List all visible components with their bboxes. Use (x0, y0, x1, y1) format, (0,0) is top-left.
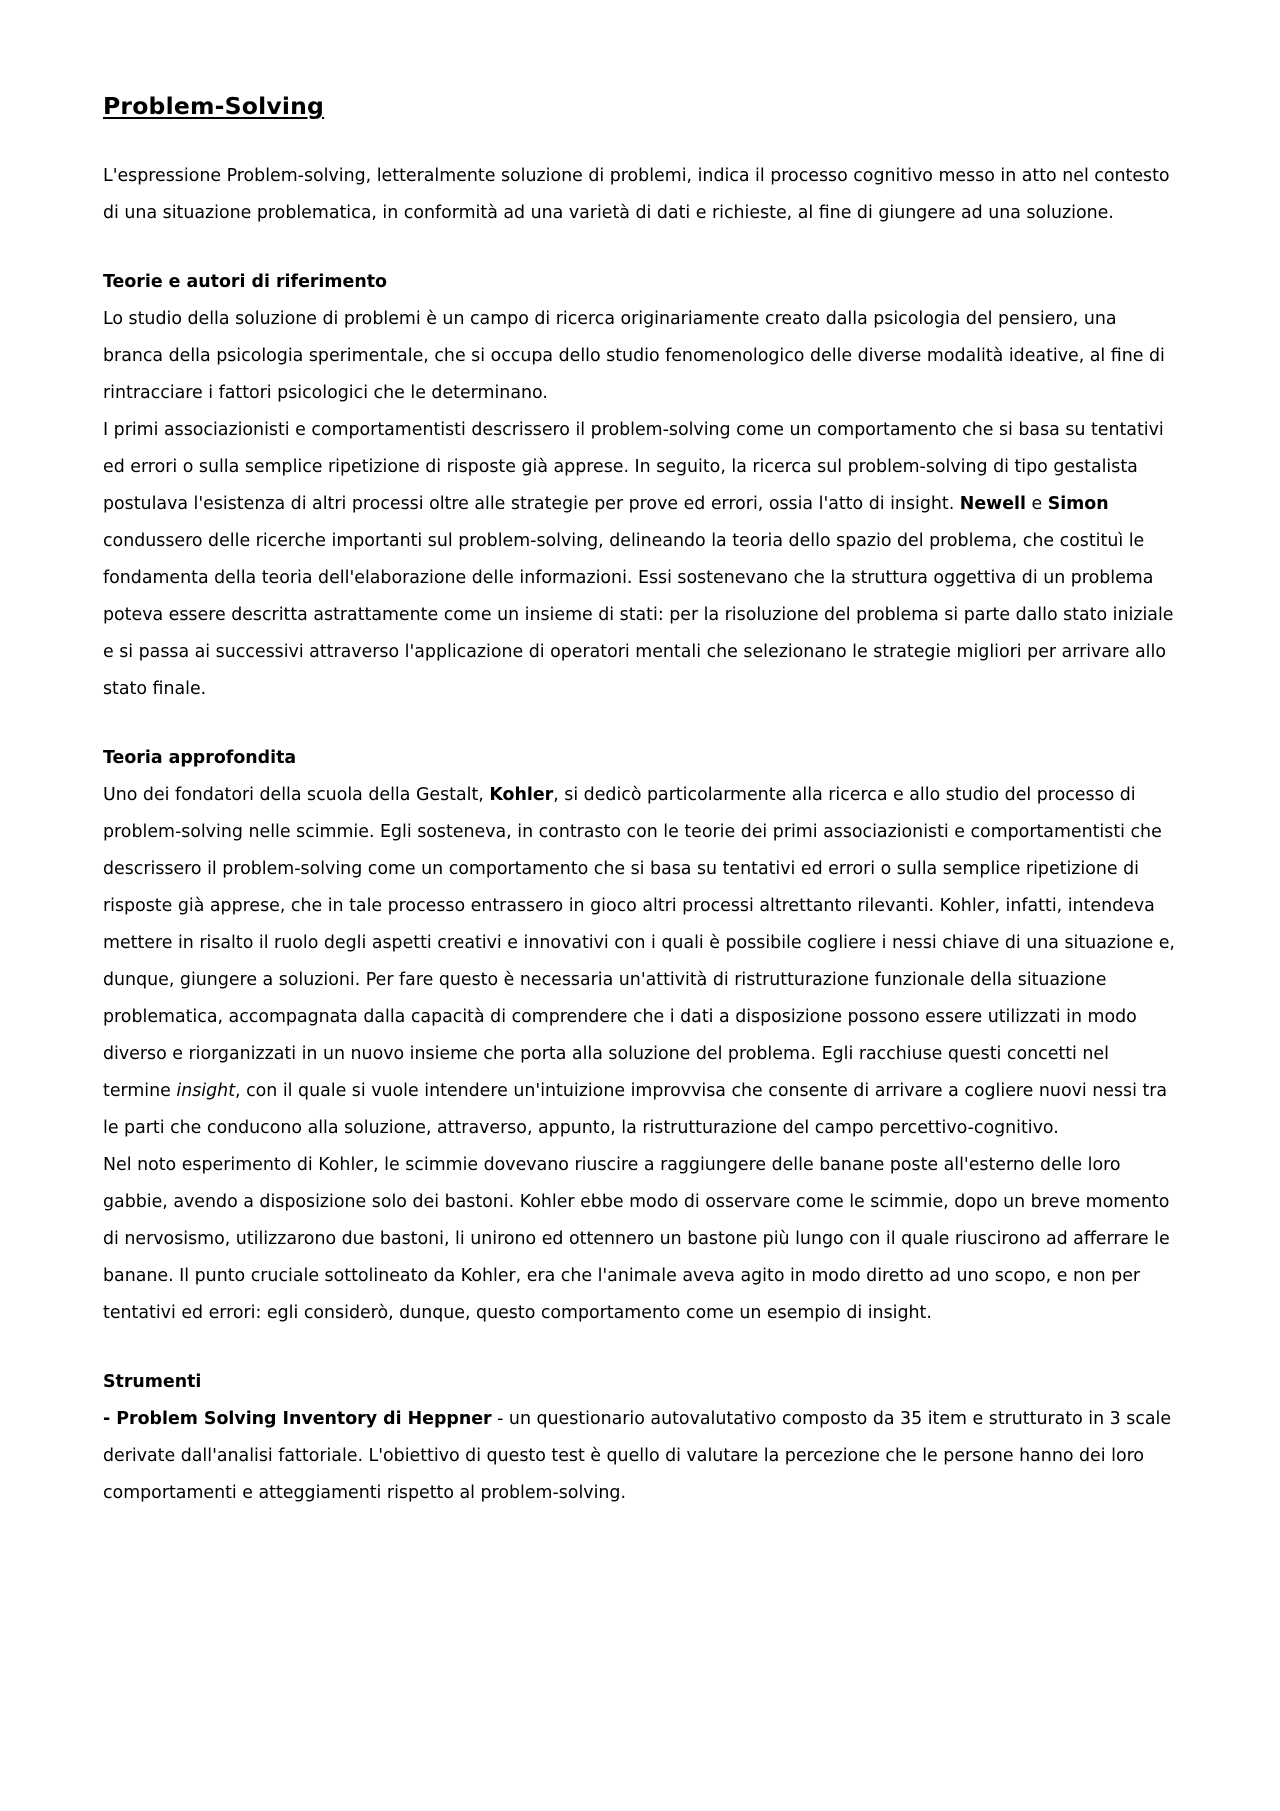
paragraph-theory-depth-1 (103, 777, 1180, 1147)
page-title: Problem-Solving (103, 92, 325, 120)
text-run: Uno dei fondatori della scuola della Gestalt, (103, 785, 490, 806)
emphasis-psi-heppner: - Problem Solving Inventory di Heppner (103, 1409, 492, 1430)
section-heading-theories: Teorie e autori di riferimento (103, 272, 387, 293)
text-run: I primi associazionisti e comportamentisti descrissero il problem-solving come un comportamento che si basa su tentativi ed errori o sulla semplice ripetizione di risposte già apprese. In seguito, la ricerca sul problem-solving di tipo gestalista postulava l'esistenza di altri processi oltre alle strategie per prove ed errori, ossia l'atto di insight. (103, 420, 1164, 515)
paragraph-instruments-1 (103, 1401, 1180, 1512)
text-run: - un questionario autovalutativo composto da 35 item e strutturato in 3 scale derivate dall'analisi fattoriale. L'obiettivo di questo test è quello di valutare la percezione che le persone hanno dei loro comportamenti e atteggiamenti rispetto al problem-solving. (103, 1409, 1172, 1504)
paragraph-theories-2 (103, 412, 1180, 708)
spacer (103, 708, 1180, 740)
emphasis-simon: Simon (1047, 494, 1109, 515)
intro-paragraph: L'espressione Problem-solving, letteralmente soluzione di problemi, indica il processo cognitivo messo in atto nel contesto di una situazione problematica, in conformità ad una varietà di dati e richieste, al fine di giungere ad una soluzione. (103, 166, 1170, 224)
text-run: , si dedicò particolarmente alla ricerca e allo studio del processo di problem-solving nelle scimmie. Egli sosteneva, in contrasto con le teorie dei primi associazionisti e comportamentisti che descrissero il problem-solving come un comportamento che si basa su tentativi ed errori o sulla semplice ripetizione di risposte già apprese, che in tale processo entrassero in gioco altri processi altrettanto rilevanti. Kohler, infatti, intendeva mettere in risalto il ruolo degli aspetti creativi e innovativi con i quali è possibile cogliere i nessi chiave di una situazione e, dunque, giungere a soluzioni. Per fare questo è necessaria un'attività di ristrutturazione funzionale della situazione problematica, accompagnata dalla capacità di comprendere che i dati a disposizione possono essere utilizzati in modo diverso e riorganizzati in un nuovo insieme che porta alla soluzione del problema. Egli racchiuse questi concetti nel termine (103, 785, 1175, 1102)
text-run: , con il quale si vuole intendere un'intuizione improvvisa che consente di arrivare a cogliere nuovi nessi tra le parti che conducono alla soluzione, attraverso, appunto, la ristrutturazione del campo percettivo-cognitivo. (103, 1081, 1168, 1139)
paragraph-theories-1: Lo studio della soluzione di problemi è un campo di ricerca originariamente creato dalla psicologia del pensiero, una branca della psicologia sperimentale, che si occupa dello studio fenomenologico delle diverse modalità ideative, al fine di rintracciare i fattori psicologici che le determinano. (103, 309, 1165, 404)
section-heading-instruments: Strumenti (103, 1372, 202, 1393)
spacer (103, 1332, 1180, 1364)
spacer (103, 232, 1180, 264)
section-heading-theory-depth: Teoria approfondita (103, 748, 297, 769)
emphasis-insight: insight (176, 1081, 236, 1102)
emphasis-newell: Newell (959, 494, 1026, 515)
paragraph-theory-depth-2: Nel noto esperimento di Kohler, le scimmie dovevano riuscire a raggiungere delle banane poste all'esterno delle loro gabbie, avendo a disposizione solo dei bastoni. Kohler ebbe modo di osservare come le scimmie, dopo un breve momento di nervosismo, utilizzarono due bastoni, li unirono ed ottennero un bastone più lungo con il quale riuscirono ad afferrare le banane. Il punto cruciale sottolineato da Kohler, era che l'animale aveva agito in modo diretto ad uno scopo, e non per tentativi ed errori: egli considerò, dunque, questo comportamento come un esempio di insight. (103, 1155, 1170, 1324)
emphasis-kohler: Kohler (489, 785, 554, 806)
text-run: e (1025, 494, 1048, 515)
text-run: condussero delle ricerche importanti sul problem-solving, delineando la teoria dello spazio del problema, che costituì le fondamenta della teoria dell'elaborazione delle informazioni. Essi sostenevano che la struttura oggettiva di un problema poteva essere descritta astrattamente come un insieme di stati: per la risoluzione del problema si parte dallo stato iniziale e si passa ai successivi attraverso l'applicazione di operatori mentali che selezionano le strategie migliori per arrivare allo stato finale. (103, 531, 1174, 700)
